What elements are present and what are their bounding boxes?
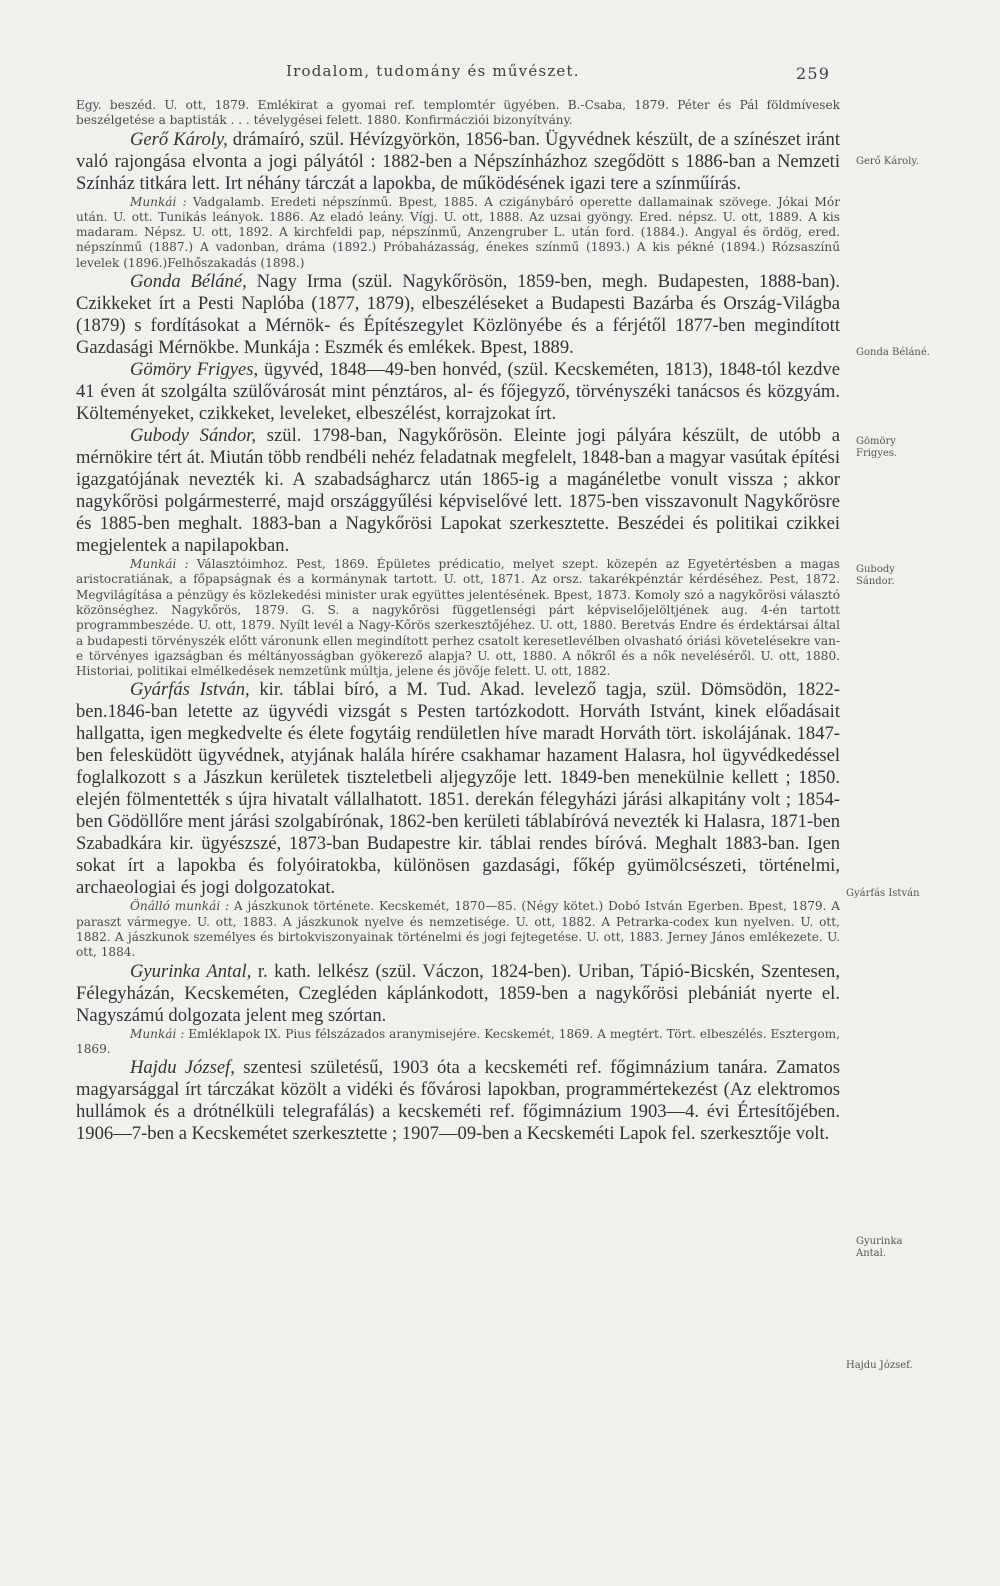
entry-text: ügyvéd, 1848—49-ben honvéd, (szül. Kecskeméten, 1813), 1848-tól kezdve 41 éven át szolgálta szülővárosát mint pénztáros, al- és főjegyző, törvényszéki tanácsos és közgyám. Költeményeket, czikkeket, leveleket, elbeszélést, korrajzokat írt. xyxy=(76,359,840,425)
entry-text: r. kath. lelkész (szül. Váczon, 1824-ben). Uriban, Tápió-Bicskén, Szentesen, Félegyházán, Kecskeméten, Czegléden káplánkodott, 1859-ben a nagykőrösi plebániát nyerte el. Nagyszámú dolgozata jelent meg szórtan. xyxy=(76,960,840,1026)
entry-gyurinka-antal xyxy=(76,961,840,1058)
entry-works xyxy=(76,899,840,960)
entry-gyarfas-istvan xyxy=(76,679,840,960)
entry-hajdu-jozsef xyxy=(76,1057,840,1145)
margin-note-gonda: Gonda Béláné. xyxy=(856,347,930,358)
works-label: Munkái : xyxy=(130,194,187,209)
entry-name: Gömöry Frigyes, xyxy=(130,359,259,381)
works-text: Választóimhoz. Pest, 1869. Épületes prédicatio, melyet szept. közepén az Egyetértésben a magas aristocratiának, a főpapságnak és a kormánynak tartott. U. ott, 1871. Az orsz. takarékpénztár kérdéséhez. Pest, 1872. Megvilágítása a pénzügy és közlekedési minister urak együttes jelentésének. Bpest, 1873. Komoly szó a nagykőrösi választó közönséghez. Nagykőrös, 1879. G. S. a nagykőrösi függetlenségi párt képviselőjelöltjének aug. 4-én tartott programmbeszéde. U. ott, 1879. Nyílt levél a Nagy-Kőrös szerkesztőjéhez. U. ott, 1880. Beretvás Endre és érdektársai által a budapesti törvényszék előtt váronunk ellen megindított perhez csatolt keresetlevélben olvasható óriási követelésekre van-e törvényes igazságban és méltányosságban gyökerező alapja? U. ott, 1880. A nőkről és a nők neveléséről. U. ott, 1880. Historiai, politikai elmélkedések nemzetünk múltja, jelene és jövője felett. U. ott, 1882. xyxy=(76,557,840,679)
works-label: Önálló munkái : xyxy=(130,899,230,914)
margin-note-gyurinka: Gyurinka Antal. xyxy=(856,1236,903,1259)
entry-gonda-belane xyxy=(76,271,840,359)
works-text: A jászkunok története. Kecskemét, 1870—85. (Négy kötet.) Dobó István Egerben. Bpest, 1879. A paraszt vármegye. U. ott, 1883. A jászkunok nyelve és nemzetisége. U. ott, 1882. A Petrarka-codex kun nyelven. U. ott, 1882. A jászkunok személyes és birtokviszonyainak történelmi és jogi fejtegetése. U. ott, 1883. Jerney János emlékezete. U. ott, 1884. xyxy=(76,899,840,960)
entry-text: szül. 1798-ban, Nagykőrösön. Eleinte jogi pályára készült, de utóbb a mérnökire tért át. Miután több rendbéli nehéz feladatnak megfelelt, 1848-ban a magyar vasútak építési igazgatójának nevezték ki. A szabadságharcz után 1865-ig a magánéletbe vonult vissza ; akkor nagykőrösi polgármesterré, majd országgyűlési képviselővé lett. 1875-ben visszavonult Nagykőrösre és 1885-ben meghalt. 1883-ban a Nagykőrösi Lapokat szerkesztette. Beszédei és politikai czikkei megjelentek a napilapokban. xyxy=(76,425,841,557)
entry-body xyxy=(76,425,840,557)
entry-works xyxy=(76,195,840,271)
entry-name: Gyárfás István, xyxy=(130,679,250,701)
entry-name: Gerő Károly, xyxy=(130,128,228,150)
intro-paragraph: Egy. beszéd. U. ott, 1879. Emlékirat a gyomai ref. templomtér ügyében. B.-Csaba, 1879. Péter és Pál földmívesek beszélgetése a baptisták . . . tévelygései felett. 1880. Konfirmácziói bizonyítvány. xyxy=(76,98,840,128)
margin-note-gubody: Gubody Sándor. xyxy=(856,564,895,587)
entry-gomory-frigyes xyxy=(76,359,840,425)
entry-name: Gonda Béláné, xyxy=(130,271,247,293)
page-number: 259 xyxy=(796,64,831,83)
page-header xyxy=(0,62,1000,88)
entry-body xyxy=(76,679,840,899)
entry-body xyxy=(76,271,840,359)
works-text: Emléklapok IX. Pius félszázados aranymisejére. Kecskemét, 1869. A megtért. Tört. elbeszélés. Esztergom, 1869. xyxy=(76,1026,840,1056)
entry-gubody-sandor xyxy=(76,425,840,679)
entry-text: szentesi születésű, 1903 óta a kecskeméti ref. főgimnázium tanára. Zamatos magyarsággal írt tárczákat közölt a vidéki és fővárosi lapokban, programmértekezést (Az elektromos hullámok és a drótnélküli telegrafálás) a kecskeméti ref. főgimnázium 1903—4. évi Értesítőjében. 1906—7-ben a Kecskemétet szerkesztette ; 1907—09-ben a Kecskeméti Lapok fel. szerkesztője volt. xyxy=(76,1057,840,1145)
entry-text: Nagy Irma (szül. Nagykőrösön, 1859-ben, megh. Budapesten, 1888-ban). Czikkeket írt a Pesti Naplóba (1877, 1879), elbeszéléseket a Budapesti Bazárba és Ország-Világba (1879) s fordításokat a Mérnök- és Építészegylet Közlönyébe és a férjétől 1877-ben megindított Gazdasági Mérnökbe. Munkája : Eszmék és emlékek. Bpest, 1889. xyxy=(76,271,840,359)
entry-name: Gyurinka Antal, xyxy=(130,960,252,982)
works-text: Vadgalamb. Eredeti népszínmű. Bpest, 1885. A czigánybáró operette dallamainak szövege. Jókai Mór után. U. ott. Tunikás leányok. 1886. Az eladó leány. Vígj. U. ott, 1888. Az uzsai gyöngy. Ered. népsz. U. ott, 1889. A kis madaram. Népsz. U. ott, 1892. A kirchfeldi pap, népszínmű, Anzengruber L. után ford. (1884.). Angyal és ördög, ered. népszínmű (1887.) A vadonban, dráma (1892.) Próbaházasság, énekes színmű (1893.) A kis pékné (1894.) Rózsaszínű levelek (1896.)Felhőszakadás (1898.) xyxy=(76,194,840,270)
entry-body xyxy=(76,359,840,425)
main-text-column xyxy=(76,98,840,1145)
margin-note-gyarfas: Gyárfás István xyxy=(846,888,920,899)
margin-note-gomory: Gömöry Frigyes. xyxy=(856,436,898,459)
works-label: Munkái : xyxy=(130,1026,185,1041)
running-title: Irodalom, tudomány és művészet. xyxy=(286,62,580,80)
entry-works xyxy=(76,557,840,679)
entry-name: Gubody Sándor, xyxy=(130,425,256,447)
entry-text: drámaíró, szül. Hévízgyörkön, 1856-ban. Ügyvédnek készült, de a színészet iránt való rajongása elvonta a jogi pályától : 1882-ben a Népszínházhoz szegődött s 1886-ban a Nemzeti Színház titkára lett. Irt néhány tárczát a lapokba, de működésének igazi tere a színműírás. xyxy=(76,128,840,194)
entry-body xyxy=(76,129,840,195)
margin-note-hajdu: Hajdu József. xyxy=(846,1360,913,1371)
entry-body xyxy=(76,961,840,1027)
margin-note-gero: Gerő Károly. xyxy=(856,156,919,167)
entry-works xyxy=(76,1027,840,1058)
entry-text: kir. táblai bíró, a M. Tud. Akad. levelező tagja, szül. Dömsödön, 1822-ben.1846-ban letette az ügyvédi vizsgát s Pesten tartózkodott. Horváth Istvánt, kinek előadásait hallgatta, igen megkedvelte és élete fogytáig rendületlen híve maradt Horváth tört. iskolájának. 1847-ben felesküdött ügyvédnek, atyjának halála hírére csakhamar hazament Halasra, hol ügyvédkedéssel foglalkozott s a Jászkun kerületek tiszteletbeli aljegyzője lett. 1849-ben menekülnie kellett ; 1850. elején fölmentették s újra hivatalt vállalhatott. 1851. derekán félegyházi járási alkapitány volt ; 1854-ben Gödöllőre ment járási szolgabírónak, 1862-ben kerületi táblabíróvá nevezték ki Halasra, 1871-ben Szabadkára kir. ügyészszé, 1873-ban Budapestre kir. táblai rendes bíróvá. Meghalt 1883-ban. Igen sokat írt a lapokba és folyóiratokba, különösen gazdasági, főkép gyümölcsészeti, történelmi, archaeologiai és jogi dolgozatokat. xyxy=(76,679,840,899)
entry-name: Hajdu József, xyxy=(130,1057,235,1079)
entry-body xyxy=(76,1057,840,1145)
works-label: Munkái : xyxy=(130,557,189,572)
entry-gero-karoly xyxy=(76,129,840,271)
